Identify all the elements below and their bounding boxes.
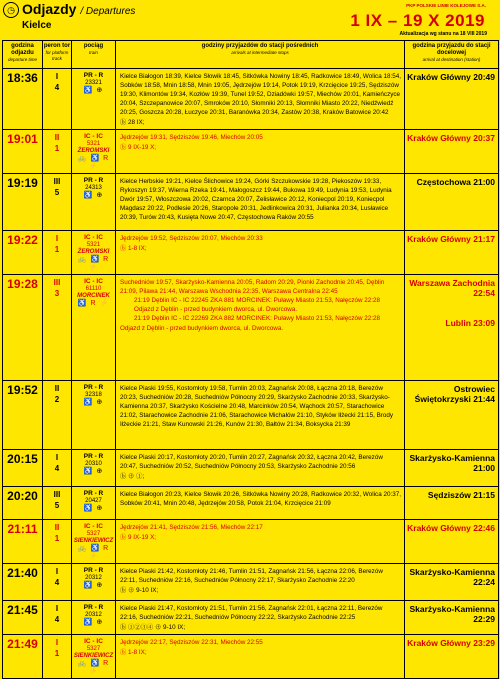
validity-dates: 1 IX – 19 X 2019	[350, 11, 485, 30]
intermediate-stops	[116, 564, 405, 601]
destination-text: Kraków Główny 23:29	[407, 638, 495, 648]
destination	[405, 381, 499, 450]
running-note: ⓑ 9 IX-19 X;	[120, 144, 157, 151]
track-number: 4	[54, 615, 60, 624]
train-info	[72, 69, 116, 130]
table-row	[3, 231, 499, 275]
stops-list: Kielce Białogon 18:39, Kielce Słowik 18:45, Sitkówka Nowiny 18:45, Radkowice 18:49, Wolica 18:54, Sobków 18:58, Mnin 18:58, Mnin 19:05, Jędrzejów 19:14, Potok 19:19, Krzcięcice 19:25, Sędziszów 19:30, Klimontów 19:34, Kozłów 19:39, Tunel 19:52, Dziadówki 19:57, Miechów 20:01, Kamieńczyce 20:04, Szczepanowice 20:07, Smroków 20:10, Słomniki 20:13, Słomniki Miasto 20:22, Niedźwiedź 20:25, Goszcza 20:28, Łuczyce 20:31, Baranówka 20:34, Zastów 20:38, Kraków Batowice 20:42	[120, 73, 401, 116]
destination-text: Kraków Główny 21:17	[407, 234, 495, 244]
table-row	[3, 450, 499, 487]
track-number: 1	[54, 144, 60, 153]
train-info	[72, 130, 116, 174]
table-row	[3, 130, 499, 174]
running-note: Odjazd z Dęblin - przed budynkiem dworca, ul. Dworcowa.	[120, 325, 284, 332]
connection-1-stops: 21:19 Dęblin IC - IC 22245 ZKA 881 MORCINEK: Puławy Miasto 21:53, Nałęczów 22:28	[134, 297, 381, 304]
intermediate-stops	[116, 381, 405, 450]
pkp-logo: PKP POLSKIE LINIE KOLEJOWE S.A.	[406, 3, 486, 8]
train-info	[72, 564, 116, 601]
stops-list: Jędrzejów 22:17, Sędziszów 22:31, Miechów 22:55	[120, 639, 263, 646]
platform-track	[43, 635, 72, 679]
train-number: 20427	[85, 498, 102, 504]
destination-text: Częstochowa 21:00	[416, 177, 495, 187]
intermediate-stops	[116, 450, 405, 487]
intermediate-stops	[116, 231, 405, 275]
platform-track	[43, 130, 72, 174]
platform-track	[43, 275, 72, 381]
destination	[405, 69, 499, 130]
table-row	[3, 635, 499, 679]
train-info	[72, 231, 116, 275]
stops-list: Kielce Herbskie 19:21, Kielce Ślichowice 19:24, Górki Szczukowskie 19:28, Piekoszów 19:33, Rykoszyn 19:37, Wierna Rzeka 19:41, Małogoszcz 19:44, Bukowa 19:49, Ludynia 19:53, Ludynia Dwór 19:57, Włoszczowa 20:02, Czarnca 20:07, Żelisławice 20:12, Koniecpol 20:19, Koniecpol Magdasz 20:22, Podlesie 20:26, Staropole 20:31, Jedlinkowica 20:31, Julianka 20:34, Lusławice 20:39, Turów 20:43, Kusięta Nowe 20:47, Częstochowa Raków 20:55	[120, 178, 392, 221]
train-info	[72, 601, 116, 635]
departure-time: 21:40	[3, 564, 43, 601]
stops-list: Kielce Piaski 21:47, Kostomłoty 21:51, Tumlin 21:56, Zagnańsk 22:01, Łączna 22:11, Berezów 22:16, Suchedniów 22:21, Suchedniów Północny 22:22, Skarżysko Zachodnie 22:25	[120, 605, 383, 621]
track-number: 1	[54, 245, 60, 254]
stops-list: Jędrzejów 21:41, Sędziszów 21:56, Miechów 22:17	[120, 524, 263, 531]
destination-text: Skarżysko-Kamienna 21:00	[409, 453, 495, 473]
clock-icon: ◷	[3, 2, 19, 18]
table-row	[3, 69, 499, 130]
track-number: 4	[54, 83, 60, 92]
platform-number: II	[54, 133, 60, 142]
destination-text: Sędziszów 21:15	[427, 490, 495, 500]
platform-track	[43, 450, 72, 487]
platform-number: I	[55, 567, 59, 576]
track-number: 2	[54, 395, 60, 404]
platform-number: II	[54, 384, 60, 393]
destination	[405, 487, 499, 520]
running-note: ⓑ ①②③④ ⊕ 9-10 IX;	[120, 624, 186, 631]
table-header	[3, 41, 499, 69]
destination-text: Warszawa Zachodnia 22:54	[409, 278, 495, 298]
platform-track	[43, 487, 72, 520]
departure-time: 20:20	[3, 487, 43, 520]
train-amenity-icons: ♿ R ⚡	[77, 300, 110, 307]
train-info	[72, 450, 116, 487]
running-note: ⓑ 1-8 IX;	[120, 245, 147, 252]
track-number: 3	[54, 289, 60, 298]
page-title: Odjazdy / Departures	[22, 1, 136, 17]
departure-time: 19:52	[3, 381, 43, 450]
departure-time: 18:36	[3, 69, 43, 130]
train-name: SIENKIEWICZ	[73, 538, 114, 544]
train-type: PR - R	[83, 490, 104, 497]
stops-list: Jędrzejów 19:31, Sędziszów 19:46, Miechów 20:05	[120, 134, 263, 141]
table-row	[3, 520, 499, 564]
platform-track	[43, 381, 72, 450]
destination-text: Kraków Główny 20:49	[407, 72, 495, 82]
stops-list: Kielce Piaski 19:55, Kostomłoty 19:58, Tumlin 20:03, Zagnańsk 20:08, Łączna 20:18, Berezów 20:23, Suchedniów 20:28, Suchedniów Północny 20:29, Skarżysko Zachodnie 20:33, Skarżysko-Kamienna 20:37, Skarżysko Kościelne 20:48, Marcinków 20:54, Wąchock 20:57, Starachowice 21:02, Starachowice Zachodnie 21:06, Starachowice Michałów 21:10, Styków Iłżecki 21:15, Brody Iłżeckie 21:21, Staw Kunowski 21:26, Kunów 21:30, Bałtów 21:34, Boksycka 21:39	[120, 385, 394, 428]
platform-number: I	[55, 72, 59, 81]
table-row	[3, 487, 499, 520]
station-name: Kielce	[22, 20, 52, 31]
intermediate-stops	[116, 635, 405, 679]
col-platform: peron tor for platform track	[43, 41, 72, 69]
col-train: pociąg train	[72, 41, 116, 69]
platform-track	[43, 520, 72, 564]
stops-list: Kielce Piaski 21:42, Kostomłoty 21:46, Tumlin 21:51, Zagnańsk 21:56, Łączna 22:06, Berezów 22:11, Suchedniów 22:16, Suchedniów Północny 22:17, Skarżysko Zachodnie 22:20	[120, 568, 383, 584]
intermediate-stops	[116, 275, 405, 381]
destination-text: Skarżysko-Kamienna 22:29	[409, 604, 495, 624]
connection-2-stops: 21:19 Dęblin IC - IC 22269 ZKA 882 MORCINEK: Puławy Miasto 21:53, Nałęczów 22:28	[134, 315, 381, 322]
intermediate-stops	[116, 130, 405, 174]
train-amenity-icons: ♿ ⊕	[83, 582, 104, 589]
destination	[405, 174, 499, 231]
train-type: IC - IC	[84, 278, 103, 285]
departure-time: 19:19	[3, 174, 43, 231]
departure-time: 19:01	[3, 130, 43, 174]
running-note: ⓑ 9 IX-19 X;	[120, 534, 157, 541]
train-number: 20310	[85, 461, 102, 467]
platform-number: I	[55, 638, 59, 647]
destination	[405, 564, 499, 601]
track-number: 1	[54, 534, 60, 543]
intermediate-stops	[116, 520, 405, 564]
platform-number: III	[53, 278, 61, 287]
destination-text: Skarżysko-Kamienna 22:24	[409, 567, 495, 587]
train-type: PR - R	[83, 567, 104, 574]
train-number: 20312	[85, 612, 102, 618]
train-amenity-icons: ♿ ⊕	[83, 505, 104, 512]
table-row	[3, 564, 499, 601]
train-amenity-icons: 🚲 ♿ R ⚡	[77, 660, 110, 675]
connection-1-note: Odjazd z Dęblin - przed budynkiem dworca, ul. Dworcowa.	[134, 306, 298, 313]
running-note: ⓑ 28 IX;	[120, 119, 145, 126]
train-type: PR - R	[83, 177, 104, 184]
table-row	[3, 275, 499, 381]
train-amenity-icons: ♿ ⊕	[83, 468, 104, 475]
departures-table	[2, 40, 499, 679]
train-type: IC - IC	[84, 638, 103, 645]
train-type: IC - IC	[84, 234, 103, 241]
train-name: ŻEROMSKI	[77, 249, 110, 255]
train-amenity-icons: ♿ ⊕	[83, 192, 104, 199]
train-info	[72, 487, 116, 520]
platform-number: III	[53, 490, 61, 499]
destination	[405, 520, 499, 564]
destination-text: Kraków Główny 22:46	[407, 523, 495, 533]
destination-text: Kraków Główny 20:37	[407, 133, 495, 143]
train-number: 24313	[85, 185, 102, 191]
train-info	[72, 381, 116, 450]
platform-track	[43, 69, 72, 130]
train-number: 61110	[85, 286, 102, 292]
track-number: 5	[54, 501, 60, 510]
train-amenity-icons: ♿ ⊕	[83, 399, 104, 406]
track-number: 1	[54, 649, 60, 658]
running-note: ⓑ ⊕ 9-10 IX;	[120, 587, 159, 594]
train-number: 20312	[85, 575, 102, 581]
train-info	[72, 520, 116, 564]
platform-number: II	[54, 523, 60, 532]
track-number: 4	[54, 464, 60, 473]
platform-track	[43, 231, 72, 275]
destination-2-text: Lublin 23:09	[445, 318, 495, 328]
train-name: SIENKIEWICZ	[73, 653, 114, 659]
platform-track	[43, 564, 72, 601]
train-info	[72, 635, 116, 679]
platform-track	[43, 174, 72, 231]
train-type: PR - R	[83, 453, 104, 460]
destination	[405, 130, 499, 174]
col-stops: godziny przyjazdów do stacji pośrednich arrivals at intermediate stops	[116, 41, 405, 69]
train-amenity-icons: ♿ ⊕	[83, 619, 104, 626]
platform-number: I	[55, 234, 59, 243]
platform-track	[43, 601, 72, 635]
destination	[405, 450, 499, 487]
train-number: 5327	[86, 531, 101, 537]
intermediate-stops	[116, 174, 405, 231]
train-type: PR - R	[83, 72, 104, 79]
train-type: PR - R	[83, 384, 104, 391]
col-dest: godzina przyjazdu do stacji docelowej arrival at destination (station)	[405, 41, 499, 69]
train-number: 32318	[85, 392, 102, 398]
intermediate-stops	[116, 601, 405, 635]
train-amenity-icons: 🚲 ♿ R ⚡	[77, 256, 110, 271]
connection-1	[120, 296, 401, 305]
running-note: ⓑ ⊕ ①;	[120, 473, 145, 480]
intermediate-stops	[116, 69, 405, 130]
stops-list: Kielce Piaski 20:17, Kostomłoty 20:20, Tumlin 20:27, Zagnańsk 20:32, Łączna 20:42, Berezów 20:47, Suchedniów 20:52, Suchedniów Północny 20:53, Skarżysko Zachodnie 20:56	[120, 454, 383, 470]
table-row	[3, 174, 499, 231]
departure-time: 21:49	[3, 635, 43, 679]
departure-time: 19:28	[3, 275, 43, 381]
train-type: IC - IC	[84, 133, 103, 140]
destination	[405, 275, 499, 381]
track-number: 5	[54, 188, 60, 197]
track-number: 4	[54, 578, 60, 587]
train-type: PR - R	[83, 604, 104, 611]
stops-list: Suchedniów 19:57, Skarżysko-Kamienna 20:05, Radom 20:29, Pionki Zachodnie 20:45, Dęblin 21:09, Pilawa 21:44, Warszawa Wschodnia 22:35, Warszawa Centralna 22:45	[120, 279, 385, 295]
destination	[405, 231, 499, 275]
train-name: MORCINEK	[77, 293, 110, 299]
train-type: IC - IC	[84, 523, 103, 530]
train-number: 5321	[86, 141, 101, 147]
train-amenity-icons: ♿ ⊕	[83, 87, 104, 94]
platform-number: I	[55, 604, 59, 613]
destination	[405, 635, 499, 679]
table-row	[3, 601, 499, 635]
update-note: Aktualizacja wg stanu na 18 VIII 2019	[399, 31, 487, 37]
stops-list: Kielce Białogon 20:23, Kielce Słowik 20:26, Sitkówka Nowiny 20:28, Radkowice 20:32, Wolica 20:37, Sobków 20:41, Mnin 20:48, Jędrzejów 20:58, Potok 21:04, Krzcięcice 21:09	[120, 491, 401, 507]
destination	[405, 601, 499, 635]
train-info	[72, 174, 116, 231]
departure-time: 21:11	[3, 520, 43, 564]
departure-time: 19:22	[3, 231, 43, 275]
col-time: godzina odjazdu departure time	[3, 41, 43, 69]
train-number: 5321	[86, 242, 101, 248]
train-info	[72, 275, 116, 381]
table-row	[3, 381, 499, 450]
train-number: 5327	[86, 646, 101, 652]
train-amenity-icons: 🚲 ♿ R ⚡	[77, 155, 110, 170]
departure-time: 21:45	[3, 601, 43, 635]
platform-number: I	[55, 453, 59, 462]
departure-time: 20:15	[3, 450, 43, 487]
destination-text: Ostrowiec Świętokrzyski 21:44	[414, 384, 495, 404]
stops-list: Jędrzejów 19:52, Sędziszów 20:07, Miechów 20:33	[120, 235, 263, 242]
train-amenity-icons: 🚲 ♿ R ⚡	[77, 545, 110, 560]
train-name: ŻEROMSKI	[77, 148, 110, 154]
platform-number: III	[53, 177, 61, 186]
header	[0, 0, 500, 40]
running-note: ⓑ 1-8 IX;	[120, 649, 147, 656]
intermediate-stops	[116, 487, 405, 520]
train-number: 23321	[85, 80, 102, 86]
